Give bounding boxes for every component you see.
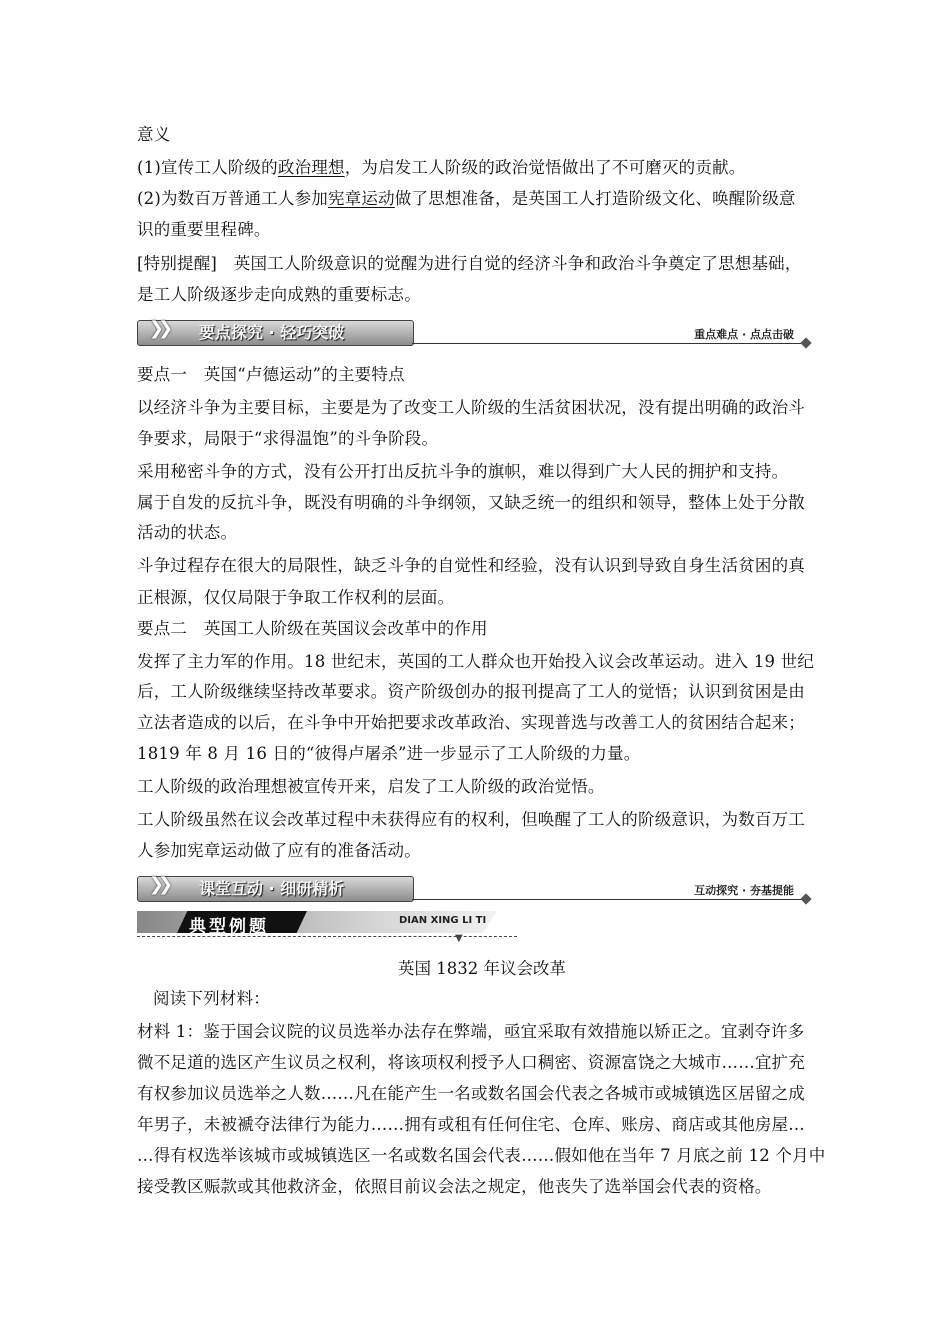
special-tip-cont: 是工人阶级逐步走向成熟的重要标志。 [137,285,421,304]
text-line: 活动的状态。 [137,523,238,542]
paragraph-2: (2)为数百万普通工人参加宪章运动做了思想准备，是英国工人打造阶级文化、唤醒阶级意 [137,189,796,208]
keypoint-2-title: 要点二 英国工人阶级在英国议会改革中的作用 [137,619,488,638]
example-pinyin: DIAN XING LI TI [399,915,487,926]
underlined-term: 宪章运动 [327,189,395,208]
text-line: 1819 年 8 月 16 日的“彼得卢屠杀”进一步显示了工人阶级的力量。 [137,744,641,763]
text-line: 属于自发的反抗斗争，既没有明确的斗争纲领，又缺乏统一的组织和领导，整体上处于分散 [137,493,805,512]
chevron-down-icon: ▼ [455,933,463,944]
keypoint-1-title: 要点一 英国“卢德运动”的主要特点 [137,365,405,384]
text-line: 以经济斗争为主要目标，主要是为了改变工人阶级的生活贫困状况，没有提出明确的政治斗 [137,398,805,417]
heading-significance: 意义 [137,125,171,144]
double-chevron-icon: ❯❯ [149,318,168,339]
paragraph-1: (1)宣传工人阶级的政治理想，为启发工人阶级的政治觉悟做出了不可磨灭的贡献。 [137,158,746,177]
section-banner-class-interaction [137,872,812,904]
banner-title: 要点探究 · 轻巧突破 [199,323,345,342]
banner-rule [412,343,804,344]
material-line: 微不足道的选区产生议员之权利，将该项权利授予人口稠密、资源富饶之大城市……宜扩充 [137,1053,805,1072]
material-line: 有权参加议员选举之人数……凡在能产生一名或数名国会代表之各城市或城镇选区居留之成 [137,1084,805,1103]
diamond-icon [800,893,811,904]
text-line: 发挥了主力军的作用。18 世纪末，英国的工人群众也开始投入议会改革运动。进入 19 世纪 [137,652,815,671]
material-line: 年男子，未被褫夺法律行为能力……拥有或租有任何住宅、仓库、账房、商店或其他房屋… [137,1115,805,1134]
text-line: 工人阶级的政治理想被宣传开来，启发了工人阶级的政治觉悟。 [137,777,605,796]
text-line: 采用秘密斗争的方式，没有公开打出反抗斗争的旗帜，难以得到广大人民的拥护和支持。 [137,462,789,481]
banner-subtitle: 互动探究 · 夯基提能 [694,884,794,897]
material-line: …得有权选举该城市或城镇选区一名或数名国会代表……假如他在当年 7 月底之前 12 个月中 [137,1146,826,1165]
banner-title: 课堂互动 · 细研精析 [199,879,345,898]
example-intro: 阅读下列材料： [153,989,270,1008]
double-chevron-icon: ❯❯ [149,874,168,895]
text-line: 正根源，仅仅局限于争取工作权利的层面。 [137,588,455,607]
banner-subtitle: 重点难点 · 点点击破 [694,328,794,341]
material-line: 接受教区赈款或其他救济金，依照目前议会法之规定，他丧失了选举国会代表的资格。 [137,1177,772,1196]
text-line: 后，工人阶级继续坚持改革要求。资产阶级创办的报刊提高了工人的觉悟；认识到贫困是由 [137,682,805,701]
special-tip: [特别提醒] 英国工人阶级意识的觉醒为进行自觉的经济斗争和政治斗争奠定了思想基础， [137,254,802,273]
text-line: 人参加宪章运动做了应有的准备活动。 [137,841,421,860]
banner-rule [412,899,804,900]
text-line: 争要求，局限于“求得温饱”的斗争阶段。 [137,429,439,448]
example-label: 典型例题 [189,917,269,937]
text-line: 斗争过程存在很大的局限性，缺乏斗争的自觉性和经验，没有认识到导致自身生活贫困的真 [137,556,805,575]
example-heading: 英国 1832 年议会改革 [398,959,566,978]
text-line: 工人阶级虽然在议会改革过程中未获得应有的权利，但唤醒了工人的阶级意识，为数百万工 [137,810,805,829]
example-header [137,911,517,944]
paragraph-2-cont: 识的重要里程碑。 [137,220,271,239]
underlined-term: 政治理想 [277,158,345,177]
diamond-icon [800,337,811,348]
text-line: 立法者造成的以后，在斗争中开始把要求改革政治、实现普选与改善工人的贫困结合起来； [137,713,805,732]
material-line: 材料 1：鉴于国会议院的议员选举办法存在弊端，亟宜采取有效措施以矫正之。宜剥夺许多 [137,1022,805,1041]
section-banner-key-points [137,316,812,348]
